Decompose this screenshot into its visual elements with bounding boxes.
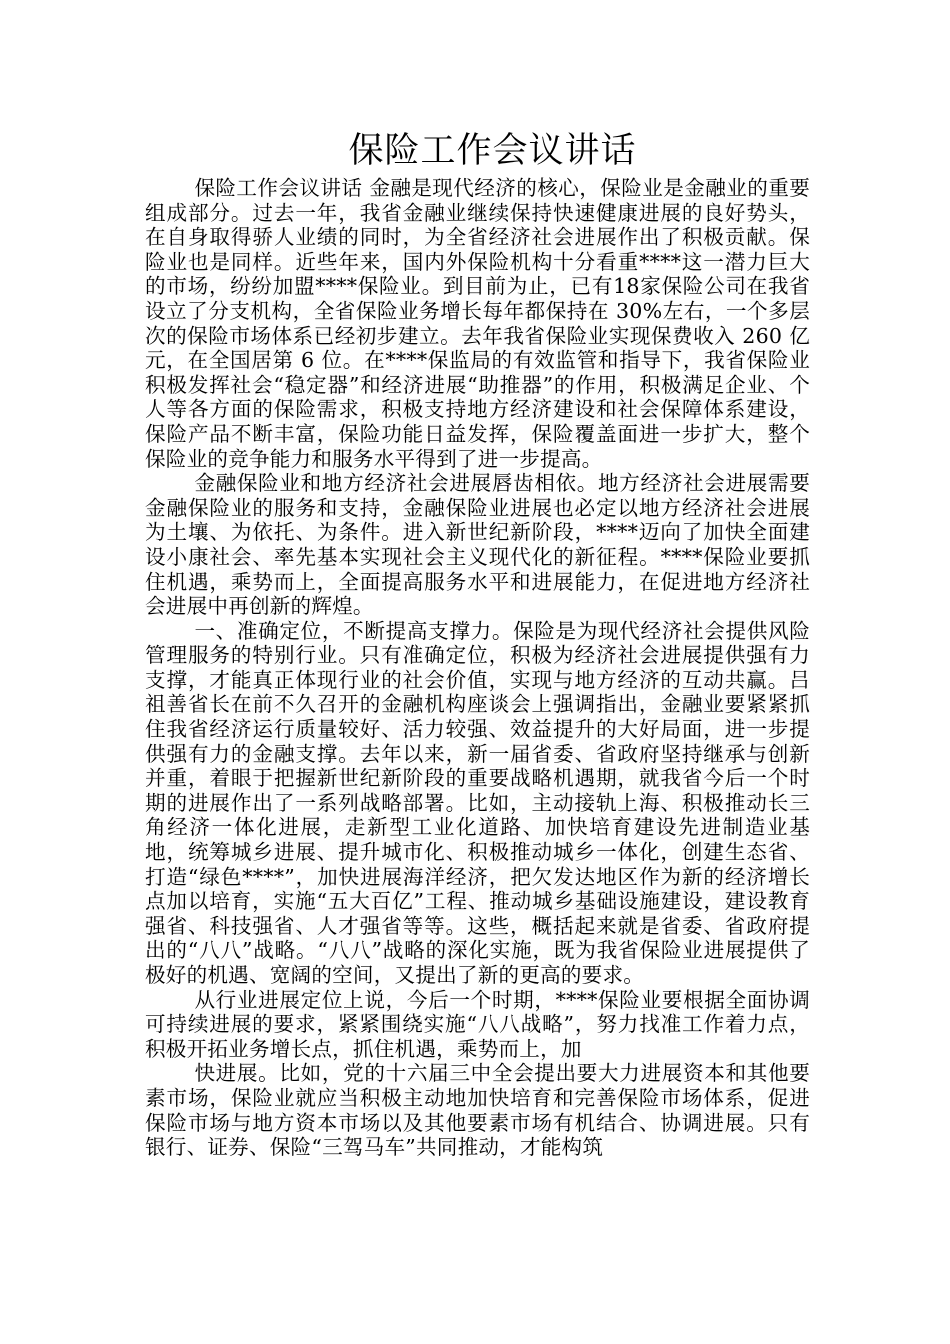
document-title: 保险工作会议讲话 [348, 131, 637, 171]
paragraph-1: 保险工作会议讲话 金融是现代经济的核心，保险业是金融业的重要组成部分。过去一年，我省金融业继续保持快速健康进展的良好势头，在自身取得骄人业绩的同时，为全省经济社会进展作出了积极贡献。保险业也是同样。近些年来，国内外保险机构十分看重****这一潜力巨大的市场，纷纷加盟****保险业。到目前为止，已有18家保险公司在我省设立了分支机构，全省保险业务增长每年都保持在 30%左右，一个多层次的保险市场体系已经初步建立。去年我省保险业实现保费收入 260 亿元，在全国居第 6 位。在****保监局的有效监管和指导下，我省保险业积极发挥社会“稳定器”和经济进展“助推器”的作用，积极满足企业、个人等各方面的保险需求，积极支持地方经济建设和社会保障体系建设，保险产品不断丰富，保险功能日益发挥，保险覆盖面进一步扩大，整个保险业的竞争能力和服务水平得到了进一步提高。 [145, 176, 810, 471]
paragraph-4: 从行业进展定位上说，今后一个时期，****保险业要根据全面协调可持续进展的要求，紧紧围绕实施“八八战略”，努力找准工作着力点，积极开拓业务增长点，抓住机遇，乘势而上，加 [145, 987, 810, 1061]
paragraph-5: 快进展。比如，党的十六届三中全会提出要大力进展资本和其他要素市场，保险业就应当积极主动地加快培育和完善保险市场体系，促进保险市场与地方资本市场以及其他要素市场有机结合、协调进展。只有银行、证券、保险“三驾马车”共同推动，才能构筑 [145, 1061, 810, 1160]
paragraph-2: 金融保险业和地方经济社会进展唇齿相依。地方经济社会进展需要金融保险业的服务和支持，金融保险业进展也必定以地方经济社会进展为土壤、为依托、为条件。进入新世纪新阶段，****迈向了加快全面建设小康社会、率先基本实现社会主义现代化的新征程。****保险业要抓住机遇，乘势而上，全面提高服务水平和进展能力，在促进地方经济社会进展中再创新的辉煌。 [145, 471, 810, 619]
document-page [145, 128, 810, 1160]
paragraph-3: 一、准确定位，不断提高支撑力。保险是为现代经济社会提供风险管理服务的特别行业。只有准确定位，积极为经济社会进展提供强有力支撑，才能真正体现行业的社会价值，实现与地方经济的互动共赢。吕祖善省长在前不久召开的金融机构座谈会上强调指出，金融业要紧紧抓住我省经济运行质量较好、活力较强、效益提升的大好局面，进一步提供强有力的金融支撑。去年以来，新一届省委、省政府坚持继承与创新并重，着眼于把握新世纪新阶段的重要战略机遇期，就我省今后一个时期的进展作出了一系列战略部署。比如，主动接轨上海、积极推动长三角经济一体化进展，走新型工业化道路、加快培育建设先进制造业基地，统筹城乡进展、提升城市化、积极推动城乡一体化，创建生态省、打造“绿色****”，加快进展海洋经济，把欠发达地区作为新的经济增长点加以培育，实施“五大百亿”工程、推动城乡基础设施建设，建设教育强省、科技强省、人才强省等等。这些，概括起来就是省委、省政府提出的“八八”战略。“八八”战略的深化实施，既为我省保险业进展提供了极好的机遇、宽阔的空间，又提出了新的更高的要求。 [145, 618, 810, 987]
